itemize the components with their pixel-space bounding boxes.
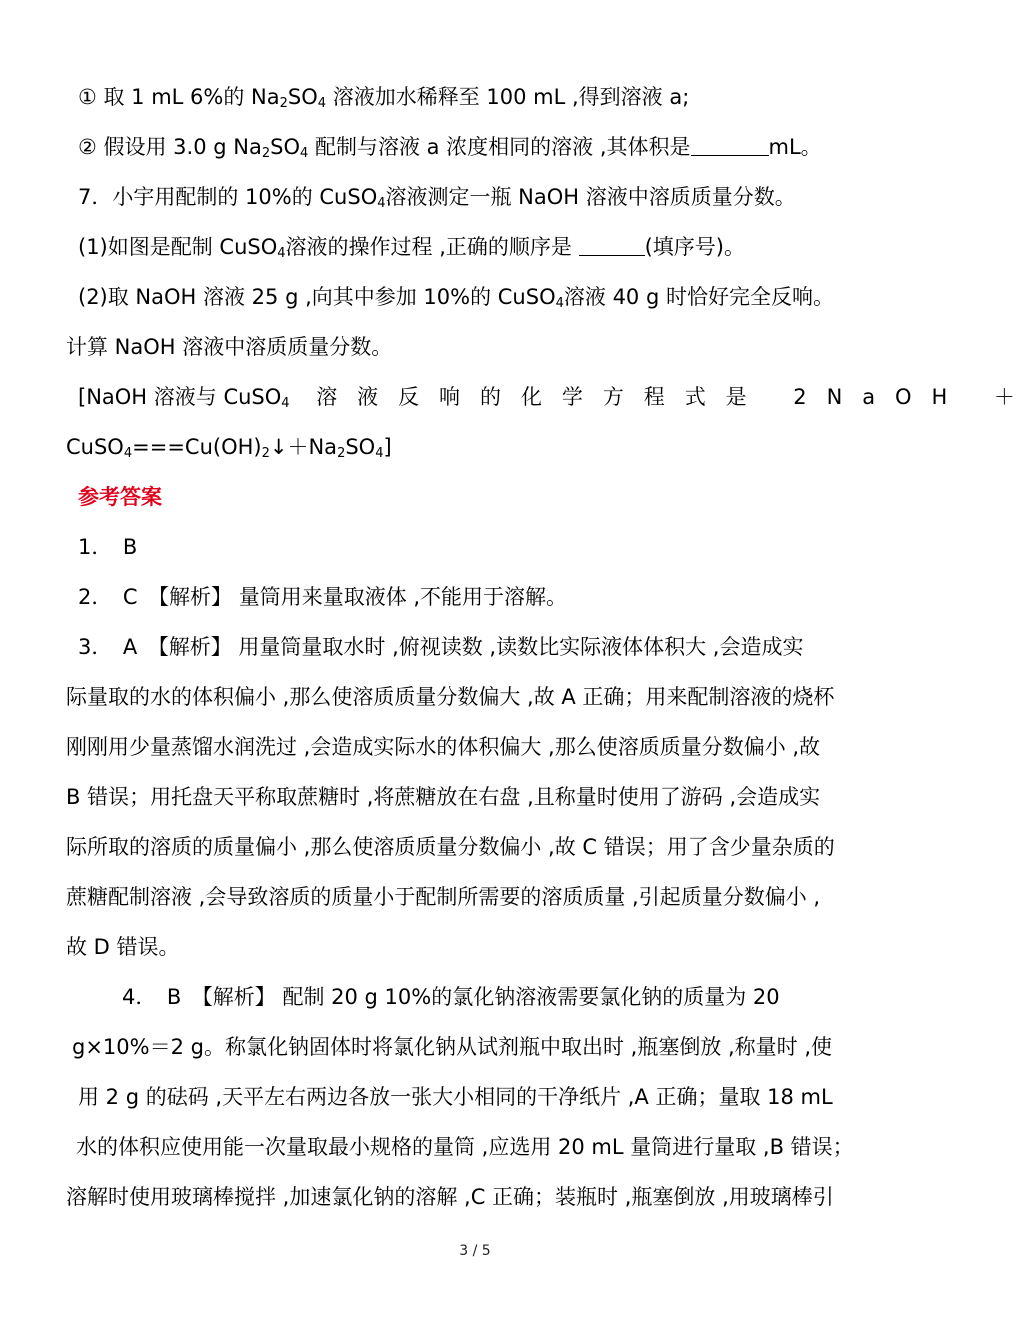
question-6-item-1: ① 取 1 mL 6%的 $Na_2SO_4$ 溶液加水稀释至 100 mL ,得到溶液 a; (78, 85, 690, 111)
answer-blank (691, 135, 769, 156)
question-6-item-2: ② 假设用 3.0 g $Na_2SO_4$ 配制与溶液 a 浓度相同的溶液 ,其体积是 mL。 (78, 135, 822, 161)
answer-4-line-4: 水的体积应使用能一次量取最小规格的量筒 ,应选用 20 mL 量筒进行量取 ,B 错误； (76, 1135, 854, 1159)
answer-blank (579, 235, 645, 256)
question-7-part-2: (2)取 NaOH 溶液 25 g ,向其中参加 10%的 CuSO$_4$溶液 40 g 时恰好完全反响。 (78, 285, 834, 311)
answer-3-line-7: 故 D 错误。 (66, 935, 180, 959)
answer-1: 1． B (78, 535, 138, 559)
answer-3-line-4: B 错误；用托盘天平称取蔗糖时 ,将蔗糖放在右盘 ,且称量时使用了游码 ,会造成实 (66, 785, 821, 809)
answer-2: 2． C 【解析】 量筒用来量取液体 ,不能用于溶解。 (78, 585, 568, 609)
page-number: 3 / 5 (459, 1243, 491, 1259)
equation-note-line-2: $CuSO_4===Cu(OH)_2↓+Na_2SO_4$] (66, 435, 392, 461)
answer-3-line-2: 际量取的水的体积偏小 ,那么使溶质质量分数偏大 ,故 A 正确；用来配制溶液的烧杯 (66, 685, 835, 709)
answer-3-line-6: 蔗糖配制溶液 ,会导致溶质的质量小于配制所需要的溶质质量 ,引起质量分数偏小 , (66, 885, 821, 909)
answer-4-line-1: 4． B 【解析】 配制 20 g 10%的氯化钠溶液需要氯化钠的质量为 20 (122, 985, 780, 1009)
answer-3-line-5: 际所取的溶质的质量偏小 ,那么使溶质质量分数偏小 ,故 C 错误；用了含少量杂质的 (66, 835, 835, 859)
answer-3-line-1: 3． A 【解析】 用量筒量取水时 ,俯视读数 ,读数比实际液体体积大 ,会造成实 (78, 635, 804, 659)
answer-4-line-3: 用 2 g 的砝码 ,天平左右两边各放一张大小相同的干净纸片 ,A 正确；量取 18 mL (78, 1085, 833, 1109)
question-7-stem: 7．小宇用配制的 10%的 CuSO$_4$溶液测定一瓶 NaOH 溶液中溶质质量分数。 (78, 185, 796, 211)
question-7-part-2-cont: 计算 NaOH 溶液中溶质质量分数。 (66, 335, 393, 359)
answers-heading: 参考答案 (78, 485, 162, 509)
answer-4-line-5: 溶解时使用玻璃棒搅拌 ,加速氯化钠的溶解 ,C 正确；装瓶时 ,瓶塞倒放 ,用玻璃棒引 (66, 1185, 834, 1209)
answer-4-line-2: g×10%＝2 g。称氯化钠固体时将氯化钠从试剂瓶中取出时 ,瓶塞倒放 ,称量时 ,使 (72, 1035, 833, 1059)
equation-note-line-1: [NaOH 溶液与 CuSO$_4$ 溶液反响的化学方程式是 2NaOH ＋ (78, 385, 1035, 411)
question-7-part-1: (1)如图是配制 CuSO$_4$溶液的操作过程 ,正确的顺序是 (填序号)。 (78, 235, 745, 261)
answer-3-line-3: 刚刚用少量蒸馏水润洗过 ,会造成实际水的体积偏大 ,那么使溶质质量分数偏小 ,故 (66, 735, 821, 759)
